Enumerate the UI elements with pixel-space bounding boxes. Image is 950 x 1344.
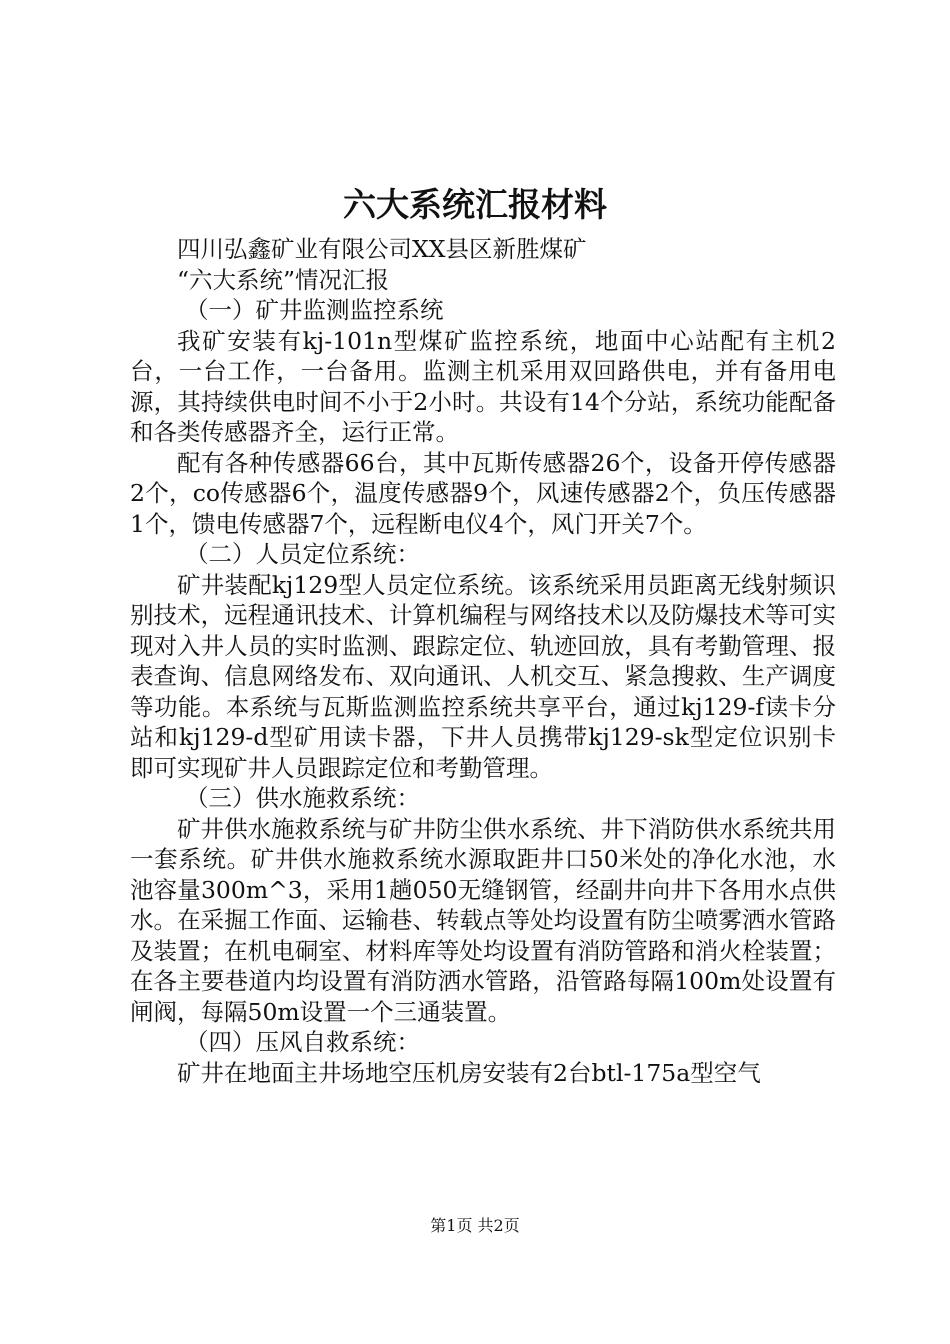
section-3-paragraph-1: 矿井供水施救系统与矿井防尘供水系统、井下消防供水系统共用一套系统。矿井供水施救系统水源取距井口50米处的净化水池，水池容量300m^3，采用1趟050无缝钢管，经副井向井下各用水点供水。在采掘工作面、运输巷、转载点等处均设置有防尘喷雾洒水管路及装置；在机电硐室、材料库等处均设置有消防管路和消火栓装置；在各主要巷道内均设置有消防洒水管路，沿管路每隔100m处设置有闸阀，每隔50m设置一个三通装置。 <box>130 814 836 1026</box>
section-4-paragraph-1: 矿井在地面主井场地空压机房安装有2台btl-175a型空气 <box>177 1058 761 1087</box>
section-2-paragraph-1: 矿井装配kj129型人员定位系统。该系统采用员距离无线射频识别技术，远程通讯技术、计算机编程与网络技术以及防爆技术等可实现对入井人员的实时监测、跟踪定位、轨迹回放，具有考勤管理、报表查询、信息网络发布、双向通讯、人机交互、紧急搜救、生产调度等功能。本系统与瓦斯监测监控系统共享平台，通过kj129-f读卡分站和kj129-d型矿用读卡器，下井人员携带kj129-sk型定位识别卡即可实现矿井人员跟踪定位和考勤管理。 <box>130 570 836 782</box>
section-1-paragraph-2: 配有各种传感器66台，其中瓦斯传感器26个，设备开停传感器2个，co传感器6个，温度传感器9个，风速传感器2个，负压传感器1个，馈电传感器7个，远程断电仪4个，风门开关7个。 <box>130 448 836 538</box>
document-body <box>130 234 836 1088</box>
section-heading-4: （四）压风自救系统： <box>185 1028 420 1056</box>
section-heading-3: （三）供水施救系统： <box>185 784 420 812</box>
section-1-paragraph-1: 我矿安装有kj-101n型煤矿监控系统，地面中心站配有主机2台，一台工作，一台备用。监测主机采用双回路供电，并有备用电源，其持续供电时间不小于2小时。共设有14个分站，系统功能配备和各类传感器齐全，运行正常。 <box>130 326 836 446</box>
section-heading-1: （一）矿井监测监控系统 <box>185 296 444 324</box>
report-subtitle: “六大系统”情况汇报 <box>177 265 390 294</box>
document-title: 六大系统汇报材料 <box>343 185 607 224</box>
section-heading-2: （二）人员定位系统： <box>185 540 420 568</box>
page-footer: 第1页 共2页 <box>430 1216 520 1235</box>
company-name: 四川弘鑫矿业有限公司XX县区新胜煤矿 <box>177 235 587 263</box>
